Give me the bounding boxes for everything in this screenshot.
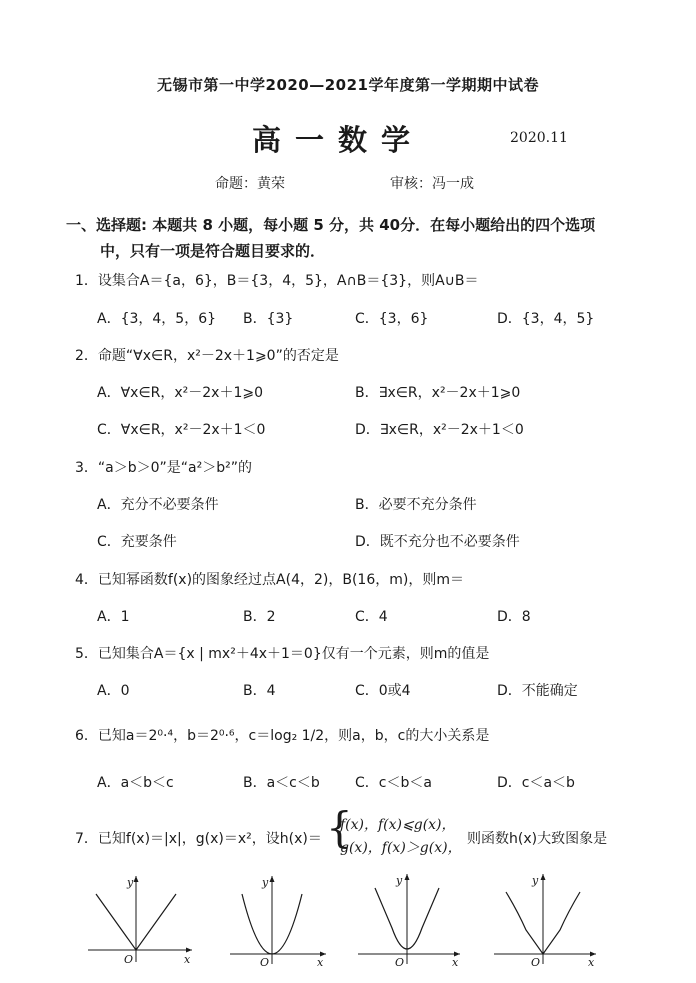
graph-b[interactable] <box>224 872 334 967</box>
section-line-1: 一、选择题: 本题共 8 小题，每小题 5 分，共 40分．在每小题给出的四个选项 <box>66 216 596 234</box>
q4-option-b[interactable]: B．2 <box>243 609 276 625</box>
section-heading <box>66 212 666 264</box>
question-7-stem-prefix: 7．已知f(x)＝|x|，g(x)＝x²，设h(x)＝ <box>75 831 322 847</box>
q2-option-c[interactable]: C．∀x∈R，x²－2x＋1＜0 <box>97 422 266 438</box>
section-line-2: 中，只有一项是符合题目要求的． <box>100 242 326 260</box>
question-6-stem: 6．已知a＝2⁰·⁴，b＝2⁰·⁶，c＝log₂ 1/2，则a，b，c的大小关系是 <box>75 728 490 744</box>
q2-option-d[interactable]: D．∃x∈R，x²－2x＋1＜0 <box>355 422 524 438</box>
y-label: y <box>127 876 134 889</box>
y-axis-arrow-icon <box>270 876 275 882</box>
q4-option-a[interactable]: A．1 <box>97 609 130 625</box>
question-7-stem-suffix: 则函数h(x)大致图象是 <box>467 831 608 847</box>
origin-label: O <box>395 956 405 967</box>
reviewer: 审核：冯一成 <box>390 176 474 192</box>
q5-option-c[interactable]: C．0或4 <box>355 683 411 699</box>
q5-option-a[interactable]: A．0 <box>97 683 130 699</box>
subject-title: 高一数学 <box>252 123 425 157</box>
graph-a[interactable] <box>80 872 200 967</box>
q1-option-a[interactable]: A．{3，4，5，6} <box>97 311 217 327</box>
exam-title: 无锡市第一中学2020—2021学年度第一学期期中试卷 <box>157 76 539 94</box>
graph-c[interactable] <box>352 870 467 967</box>
q3-option-a[interactable]: A．充分不必要条件 <box>97 497 219 513</box>
x-label: x <box>452 956 459 967</box>
q1-option-b[interactable]: B．{3} <box>243 311 294 327</box>
origin-label: O <box>260 956 270 967</box>
question-1-stem: 1．设集合A＝{a，6}，B＝{3，4，5}，A∩B＝{3}，则A∪B＝ <box>75 273 479 289</box>
q6-option-c[interactable]: C．c＜b＜a <box>355 775 432 791</box>
q4-option-d[interactable]: D．8 <box>497 609 531 625</box>
q3-option-d[interactable]: D．既不充分也不必要条件 <box>355 534 520 550</box>
x-label: x <box>588 956 595 967</box>
y-label: y <box>262 876 269 889</box>
q1-option-d[interactable]: D．{3，4，5} <box>497 311 595 327</box>
piecewise-brace: { <box>326 803 353 852</box>
y-axis-arrow-icon <box>541 874 546 880</box>
q4-option-c[interactable]: C．4 <box>355 609 388 625</box>
question-3-stem: 3．“a＞b＞0”是“a²＞b²”的 <box>75 460 252 476</box>
q1-option-c[interactable]: C．{3，6} <box>355 311 429 327</box>
y-label: y <box>532 874 539 887</box>
x-axis-arrow-icon <box>186 948 192 953</box>
x-label: x <box>184 953 191 966</box>
q2-option-b[interactable]: B．∃x∈R，x²－2x＋1⩾0 <box>355 385 521 401</box>
q6-option-d[interactable]: D．c＜a＜b <box>497 775 575 791</box>
origin-label: O <box>124 953 134 966</box>
graph-d[interactable] <box>488 870 603 967</box>
q6-option-a[interactable]: A．a＜b＜c <box>97 775 174 791</box>
y-axis-arrow-icon <box>405 874 410 880</box>
q5-option-b[interactable]: B．4 <box>243 683 276 699</box>
q3-option-c[interactable]: C．充要条件 <box>97 534 177 550</box>
piecewise-case-2: g(x)，f(x)＞g(x)， <box>340 840 462 856</box>
q2-option-a[interactable]: A．∀x∈R，x²－2x＋1⩾0 <box>97 385 263 401</box>
question-4-stem: 4．已知幂函数f(x)的图象经过点A(4，2)，B(16，m)，则m＝ <box>75 572 464 588</box>
q6-option-b[interactable]: B．a＜c＜b <box>243 775 320 791</box>
piecewise-case-1: f(x)，f(x)⩽g(x)， <box>340 817 456 833</box>
q3-option-b[interactable]: B．必要不充分条件 <box>355 497 477 513</box>
question-2-stem: 2．命题“∀x∈R，x²－2x＋1⩾0”的否定是 <box>75 348 339 364</box>
y-axis-arrow-icon <box>134 876 139 882</box>
y-label: y <box>396 874 403 887</box>
question-5-stem: 5．已知集合A＝{x | mx²＋4x＋1＝0}仅有一个元素，则m的值是 <box>75 646 490 662</box>
exam-date: 2020.11 <box>510 130 568 146</box>
q5-option-d[interactable]: D．不能确定 <box>497 683 578 699</box>
x-label: x <box>317 956 324 967</box>
origin-label: O <box>531 956 541 967</box>
setter: 命题：黄荣 <box>215 176 285 192</box>
